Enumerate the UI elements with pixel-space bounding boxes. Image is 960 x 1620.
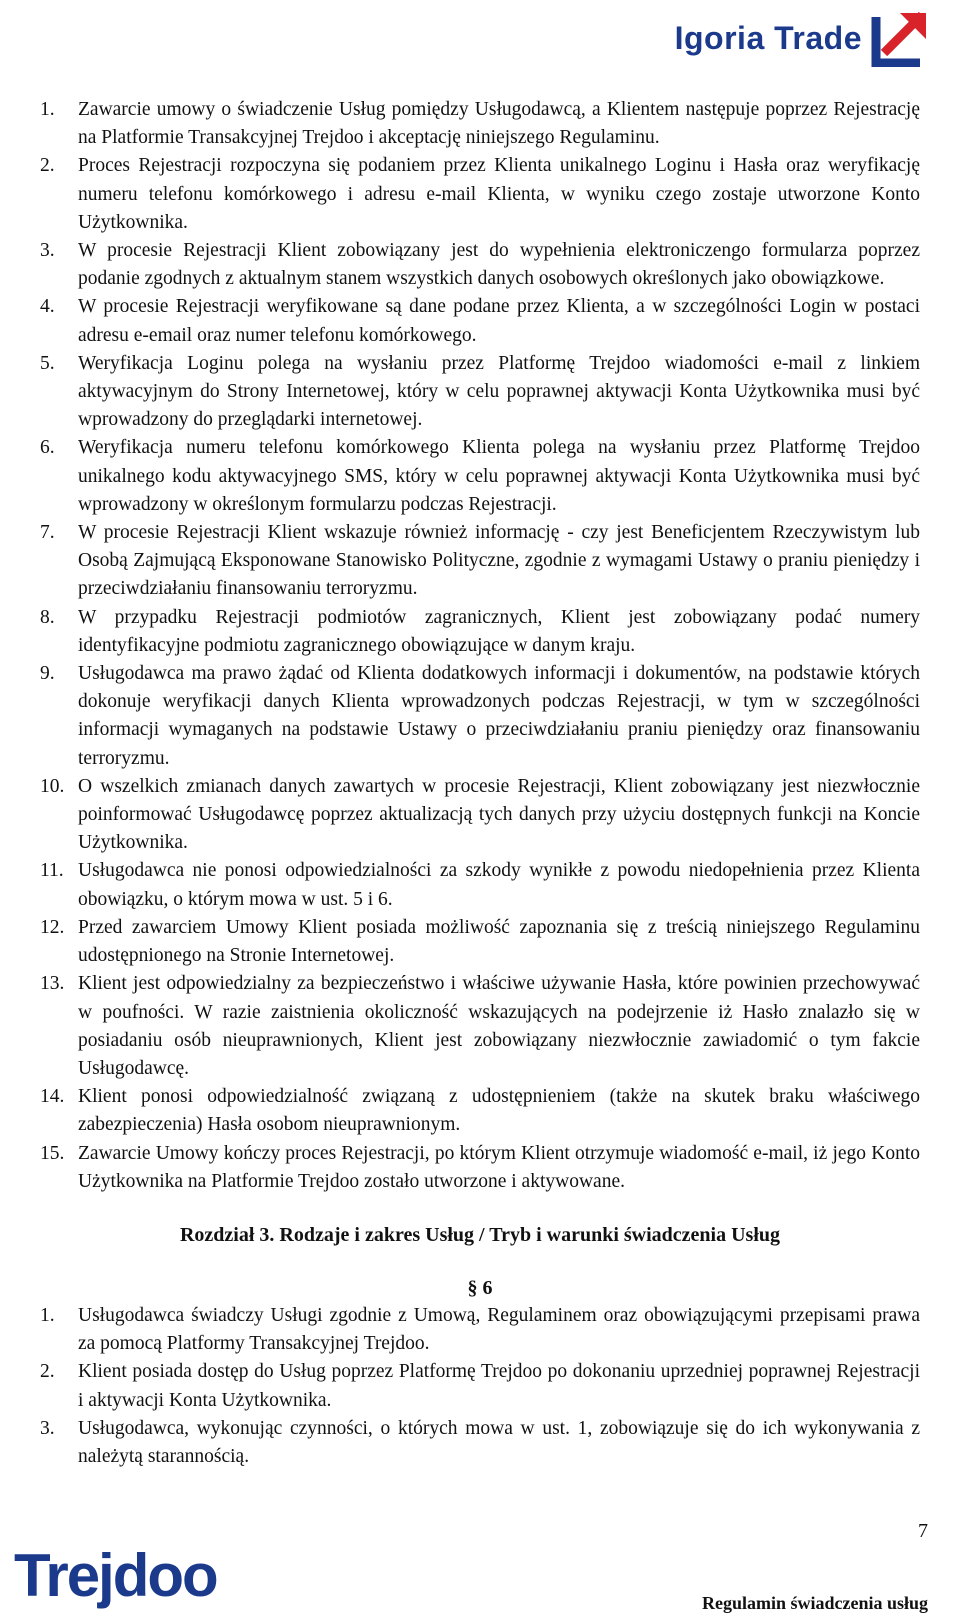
igoria-trade-logo-text: Igoria Trade	[674, 19, 862, 56]
list-item-number: 3.	[40, 1417, 55, 1439]
list-item-number: 9.	[40, 663, 55, 685]
list-item	[40, 1302, 920, 1358]
list-item-text: Proces Rejestracji rozpoczyna się podaniem przez Klienta unikalnego Loginu i Hasła oraz weryfikację numeru telefonu komórkowego i adresu e-mail Klienta, w wyniku czego zostaje utworzone Konto Użytkownika.	[78, 155, 920, 233]
document-body	[40, 96, 920, 1471]
list-item-text: Zawarcie umowy o świadczenie Usług pomiędzy Usługodawcą, a Klientem następuje poprzez Rejestrację na Platformie Transakcyjnej Trejdoo i akceptację niniejszego Regulaminu.	[78, 99, 920, 149]
list-item-number: 8.	[40, 606, 55, 628]
list-item-text: Weryfikacja Loginu polega na wysłaniu przez Platformę Trejdoo wiadomości e-mail z linkiem aktywacyjnym do Strony Internetowej, który w celu poprawnej aktywacji Konta Użytkownika musi być wprowadzony do przeglądarki internetowej.	[78, 352, 920, 431]
list-item-text: Weryfikacja numeru telefonu komórkowego Klienta polega na wysłaniu przez Platformę Trejdoo unikalnego kodu aktywacyjnego SMS, który w celu poprawnej aktywacji Konta Użytkownika musi być wprowadzony w określonym formularzu podczas Rejestracji.	[78, 437, 920, 515]
igoria-trade-logo-icon	[870, 9, 932, 67]
chapter-title: Rozdział 3. Rodzaje i zakres Usług / Tryb i warunki świadczenia Usług	[179, 1223, 781, 1246]
list-item-text: O wszelkich zmianach danych zawartych w procesie Rejestracji, Klient zobowiązany jest niezwłocznie poinformować Usługodawcę poprzez aktualizacją tych danych przy użyciu dostępnych funkcji na Koncie Użytkownika.	[78, 775, 920, 854]
list-item-number: 10.	[40, 775, 65, 797]
list-item-text: Usługodawca, wykonując czynności, o których mowa w ust. 1, zobowiązuje się do ich wykonywania z należytą starannością.	[78, 1417, 920, 1467]
list-item-number: 2.	[40, 155, 55, 177]
page-number: 7	[918, 1520, 928, 1542]
list-item	[40, 604, 920, 660]
list-item-text: Zawarcie Umowy kończy proces Rejestracji, po którym Klient otrzymuje wiadomość e-mail, iż jego Konto Użytkownika na Platformie Trejdoo zostało utworzone i aktywowane.	[78, 1142, 920, 1192]
list-item-text: Usługodawca ma prawo żądać od Klienta dodatkowych informacji i dokumentów, na podstawie których dokonuje weryfikacji danych Klienta wprowadzonych podczas Rejestracji, w tym w szczególności informacji wymaganych na podstawie Ustawy o przeciwdziałaniu praniu pieniędzy oraz finansowaniu terroryzmu.	[78, 663, 920, 769]
list-item-number: 15.	[40, 1142, 65, 1164]
list-item	[40, 519, 920, 604]
list-item	[40, 660, 920, 773]
list-item	[40, 970, 920, 1083]
list-item	[40, 773, 920, 858]
registration-rules-list	[40, 96, 920, 1196]
list-item-text: Klient jest odpowiedzialny za bezpieczeństwo i właściwe używanie Hasła, które powinien przechowywać w poufności. W razie zaistnienia okoliczność wskazujących na podejrzenie iż Hasło znalazło się w posiadaniu osób nieuprawnionych, Klient jest zobowiązany niezwłocznie zawiadomić o tym fakcie Usługodawcę.	[78, 973, 920, 1079]
list-item-text: W procesie Rejestracji Klient zobowiązany jest do wypełnienia elektroniczengo formularza poprzez podanie zgodnych z aktualnym stanem wszystkich danych osobowych określonych jako obowiązkowe.	[78, 240, 920, 290]
list-item-text: Usługodawca świadczy Usługi zgodnie z Umową, Regulaminem oraz obowiązującymi przepisami prawa za pomocą Platformy Transakcyjnej Trejdoo.	[78, 1304, 920, 1355]
list-item	[40, 237, 920, 293]
list-item	[40, 1083, 920, 1139]
header-logo	[675, 6, 932, 70]
list-item-number: 5.	[40, 352, 55, 374]
list-item-number: 7.	[40, 522, 55, 544]
list-item-text: Usługodawca nie ponosi odpowiedzialności za szkody wynikłe z powodu niedopełnienia przez Klienta obowiązku, o którym mowa w ust. 5 i 6.	[78, 860, 920, 910]
list-item-number: 11.	[40, 860, 64, 882]
services-rules-list	[40, 1302, 920, 1471]
list-item-number: 12.	[40, 916, 65, 938]
list-item-text: Klient posiada dostęp do Usług poprzez Platformę Trejdoo po dokonaniu uprzedniej poprawnej Rejestracji i aktywacji Konta Użytkownika.	[78, 1361, 920, 1411]
list-item-text: Klient ponosi odpowiedzialność związaną z udostępnieniem (także na skutek braku właściwego zabezpieczenia) Hasła osobom nieuprawnionym.	[78, 1086, 920, 1136]
list-item	[40, 857, 920, 913]
list-item-text: Przed zawarciem Umowy Klient posiada możliwość zapoznania się z treścią niniejszego Regulaminu udostępnionego na Stronie Internetowej.	[78, 916, 920, 967]
trejdoo-logo-text: Trejdoo	[14, 1542, 217, 1609]
list-item	[40, 1140, 920, 1196]
list-item-number: 4.	[40, 296, 55, 318]
list-item-text: W procesie Rejestracji Klient wskazuje również informację - czy jest Beneficjentem Rzeczywistym lub Osobą Zajmującą Eksponowane Stanowisko Polityczne, zgodnie z wymagami Ustawy o praniu pieniędzy i przeciwdziałaniu finansowaniu terroryzmu.	[78, 522, 920, 600]
list-item-number: 2.	[40, 1361, 55, 1383]
list-item-number: 6.	[40, 437, 55, 459]
list-item	[40, 914, 920, 970]
list-item-number: 3.	[40, 240, 55, 262]
list-item-number: 13.	[40, 973, 65, 995]
list-item	[40, 96, 920, 152]
list-item-number: 1.	[40, 99, 55, 120]
list-item-text: W przypadku Rejestracji podmiotów zagranicznych, Klient jest zobowiązany podać numery identyfikacyjne podmiotu zagranicznego obowiązujące w danym kraju.	[78, 606, 920, 656]
list-item-text: W procesie Rejestracji weryfikowane są dane podane przez Klienta, a w szczególności Login w postaci adresu e-email oraz numer telefonu komórkowego.	[78, 296, 920, 346]
footer-document-title: Regulamin świadczenia usług	[701, 1593, 928, 1613]
list-item	[40, 350, 920, 435]
list-item	[40, 1415, 920, 1471]
list-item-number: 14.	[40, 1086, 65, 1108]
section-mark: § 6	[467, 1276, 493, 1299]
list-item-number: 1.	[40, 1304, 55, 1326]
list-item	[40, 152, 920, 237]
list-item	[40, 293, 920, 349]
list-item	[40, 434, 920, 519]
list-item	[40, 1358, 920, 1414]
footer-logo	[14, 1542, 217, 1609]
